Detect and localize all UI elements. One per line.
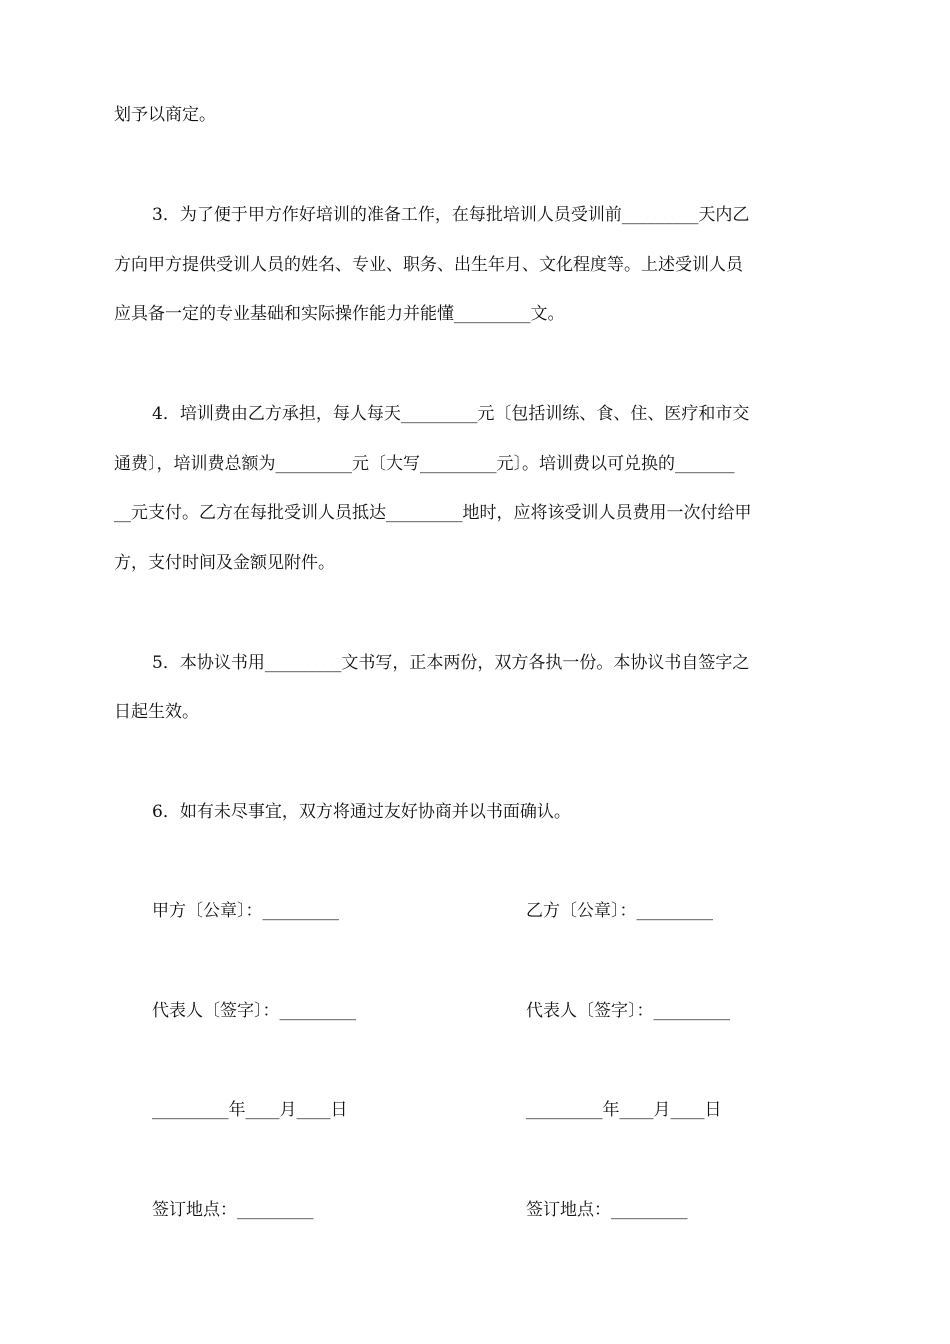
paragraph-4-line-4: 方，支付时间及金额见附件。 (114, 553, 335, 573)
party-b-place: 签订地点：_________ (526, 1200, 688, 1220)
party-b-seal: 乙方〔公章〕：_________ (526, 901, 713, 921)
paragraph-5-line-1: 5．本协议书用_________文书写，正本两份，双方各执一份。本协议书自签字之 (152, 653, 750, 673)
paragraph-4-line-3: __元支付。乙方在每批受训人员抵达_________地时，应将该受训人员费用一次付给甲 (114, 503, 752, 523)
paragraph-4-line-1: 4．培训费由乙方承担，每人每天_________元〔包括训练、食、住、医疗和市交 (152, 404, 750, 424)
paragraph-6: 6．如有未尽事宜，双方将通过友好协商并以书面确认。 (152, 802, 571, 822)
party-a-date: _________年____月____日 (152, 1100, 348, 1120)
paragraph-3-line-1: 3．为了便于甲方作好培训的准备工作，在每批培训人员受训前_________天内乙 (152, 205, 750, 225)
paragraph-5-line-2: 日起生效。 (114, 702, 199, 722)
party-a-representative: 代表人〔签字〕：_________ (152, 1001, 356, 1021)
party-a-seal: 甲方〔公章〕：_________ (152, 901, 339, 921)
party-a-place: 签订地点：_________ (152, 1200, 314, 1220)
paragraph-2-tail: 划予以商定。 (114, 105, 216, 125)
paragraph-3-line-2: 方向甲方提供受训人员的姓名、专业、职务、出生年月、文化程度等。上述受训人员 (114, 255, 743, 275)
party-b-date: _________年____月____日 (526, 1100, 722, 1120)
party-b-representative: 代表人〔签字〕：_________ (526, 1001, 730, 1021)
paragraph-3-line-3: 应具备一定的专业基础和实际操作能力并能懂_________文。 (114, 304, 565, 324)
paragraph-4-line-2: 通费〕，培训费总额为_________元〔大写_________元〕。培训费以可兑换的_______ (114, 454, 735, 474)
